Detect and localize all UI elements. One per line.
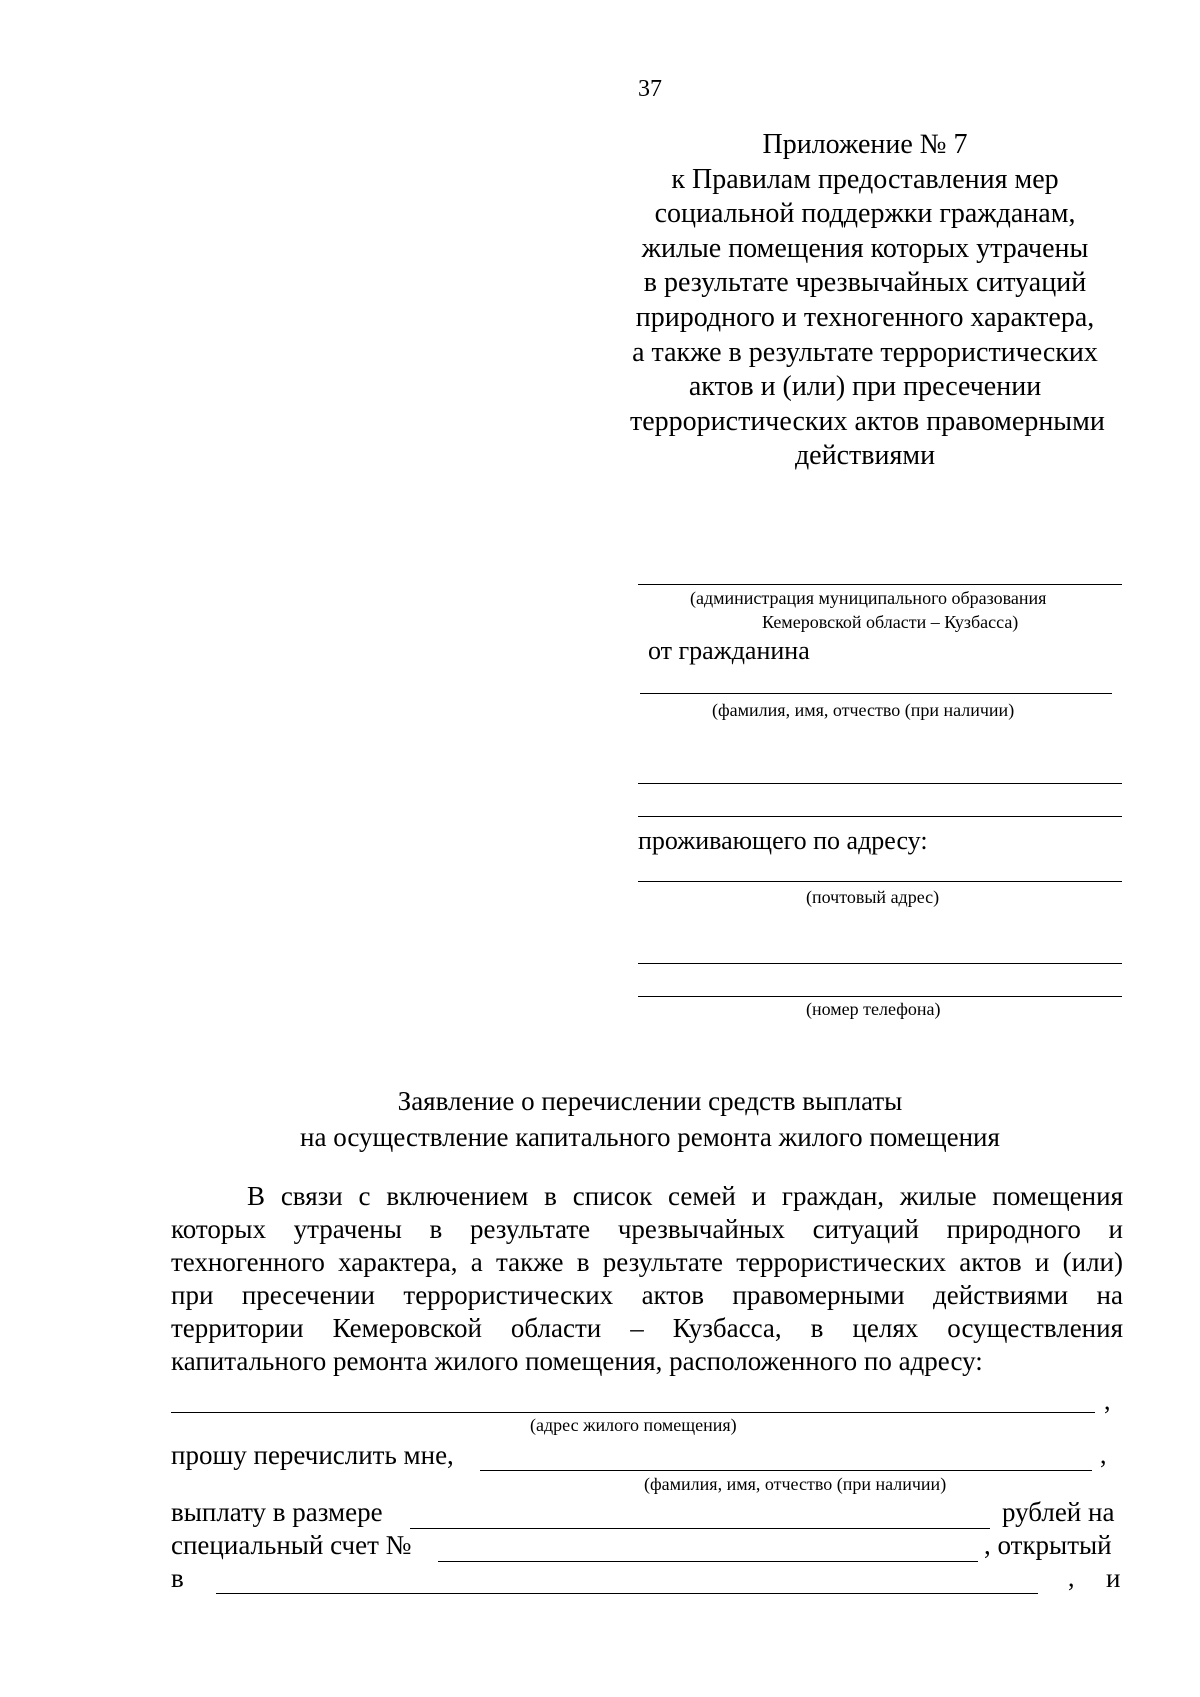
body-line: территории Кемеровской области – Кузбасса, в целях осуществления xyxy=(171,1313,1123,1343)
appendix-line: действиями xyxy=(794,440,936,472)
phone-caption: (номер телефона) xyxy=(806,999,941,1019)
citizen-name-line-3[interactable] xyxy=(638,816,1122,817)
phone-line[interactable] xyxy=(638,996,1122,997)
appendix-line: Приложение № 7 xyxy=(762,129,968,160)
body-paragraph xyxy=(171,1180,1123,1378)
opened-label: , открытый xyxy=(984,1530,1112,1560)
admin-caption-2: Кемеровской области – Кузбасса) xyxy=(762,612,1019,632)
comma: , xyxy=(1100,1440,1107,1469)
title-line-2: на осуществление капитального ремонта жилого помещения xyxy=(300,1122,1000,1152)
appendix-line: природного и техногенного характера, xyxy=(635,301,1095,333)
and-label: и xyxy=(1106,1563,1121,1593)
appendix-line: а также в результате террористических xyxy=(632,336,1098,368)
admin-caption: (администрация муниципального образования xyxy=(690,588,1047,608)
appendix-line: в результате чрезвычайных ситуаций xyxy=(643,267,1087,299)
bank-line[interactable] xyxy=(216,1593,1038,1594)
appendix-line: жилые помещения которых утрачены xyxy=(641,232,1089,264)
postal-address-line-2[interactable] xyxy=(638,963,1122,964)
transfer-name-caption: (фамилия, имя, отчество (при наличии) xyxy=(644,1474,947,1494)
document-title xyxy=(170,1083,1130,1155)
body-line: при пресечении террористических актов правомерными действиями на xyxy=(171,1280,1123,1310)
dwelling-address-line[interactable] xyxy=(171,1412,1095,1413)
body-line: техногенного характера, а также в результате террористических актов и (или) xyxy=(171,1247,1123,1277)
in-label: в xyxy=(171,1563,184,1593)
amount-label: выплату в размере xyxy=(171,1497,383,1527)
transfer-label: прошу перечислить мне, xyxy=(171,1440,454,1470)
transfer-name-line[interactable] xyxy=(480,1470,1092,1471)
address-label: проживающего по адресу: xyxy=(638,826,928,855)
postal-address-caption: (почтовый адрес) xyxy=(806,887,940,907)
account-number-line[interactable] xyxy=(438,1561,978,1562)
appendix-line: социальной поддержки гражданам, xyxy=(654,198,1076,230)
page-number: 37 xyxy=(638,76,662,102)
title-line-1: Заявление о перечислении средств выплаты xyxy=(397,1086,903,1116)
postal-address-line[interactable] xyxy=(638,881,1122,882)
appendix-line: актов и (или) при пресечении xyxy=(688,371,1042,403)
body-line: которых утрачены в результате чрезвычайных ситуаций природного и xyxy=(171,1214,1123,1244)
comma: , xyxy=(1104,1386,1111,1415)
citizen-name-line-2[interactable] xyxy=(638,783,1122,784)
citizen-name-caption: (фамилия, имя, отчество (при наличии) xyxy=(712,700,1015,720)
admin-blank-line[interactable] xyxy=(638,584,1122,585)
account-label: специальный счет № xyxy=(171,1530,412,1560)
comma: , xyxy=(1068,1563,1075,1592)
citizen-name-line[interactable] xyxy=(640,693,1112,694)
appendix-line: террористических актов правомерными xyxy=(630,405,1105,437)
appendix-line: к Правилам предоставления мер xyxy=(671,163,1059,195)
amount-line[interactable] xyxy=(410,1528,990,1529)
rubles-label: рублей на xyxy=(1002,1497,1115,1527)
appendix-header xyxy=(630,128,1105,474)
from-citizen-label: от гражданина xyxy=(648,636,810,665)
body-line: В связи с включением в список семей и граждан, жилые помещения xyxy=(247,1181,1123,1211)
dwelling-address-caption: (адрес жилого помещения) xyxy=(530,1415,737,1435)
body-line: капитального ремонта жилого помещения, расположенного по адресу: xyxy=(171,1346,983,1376)
